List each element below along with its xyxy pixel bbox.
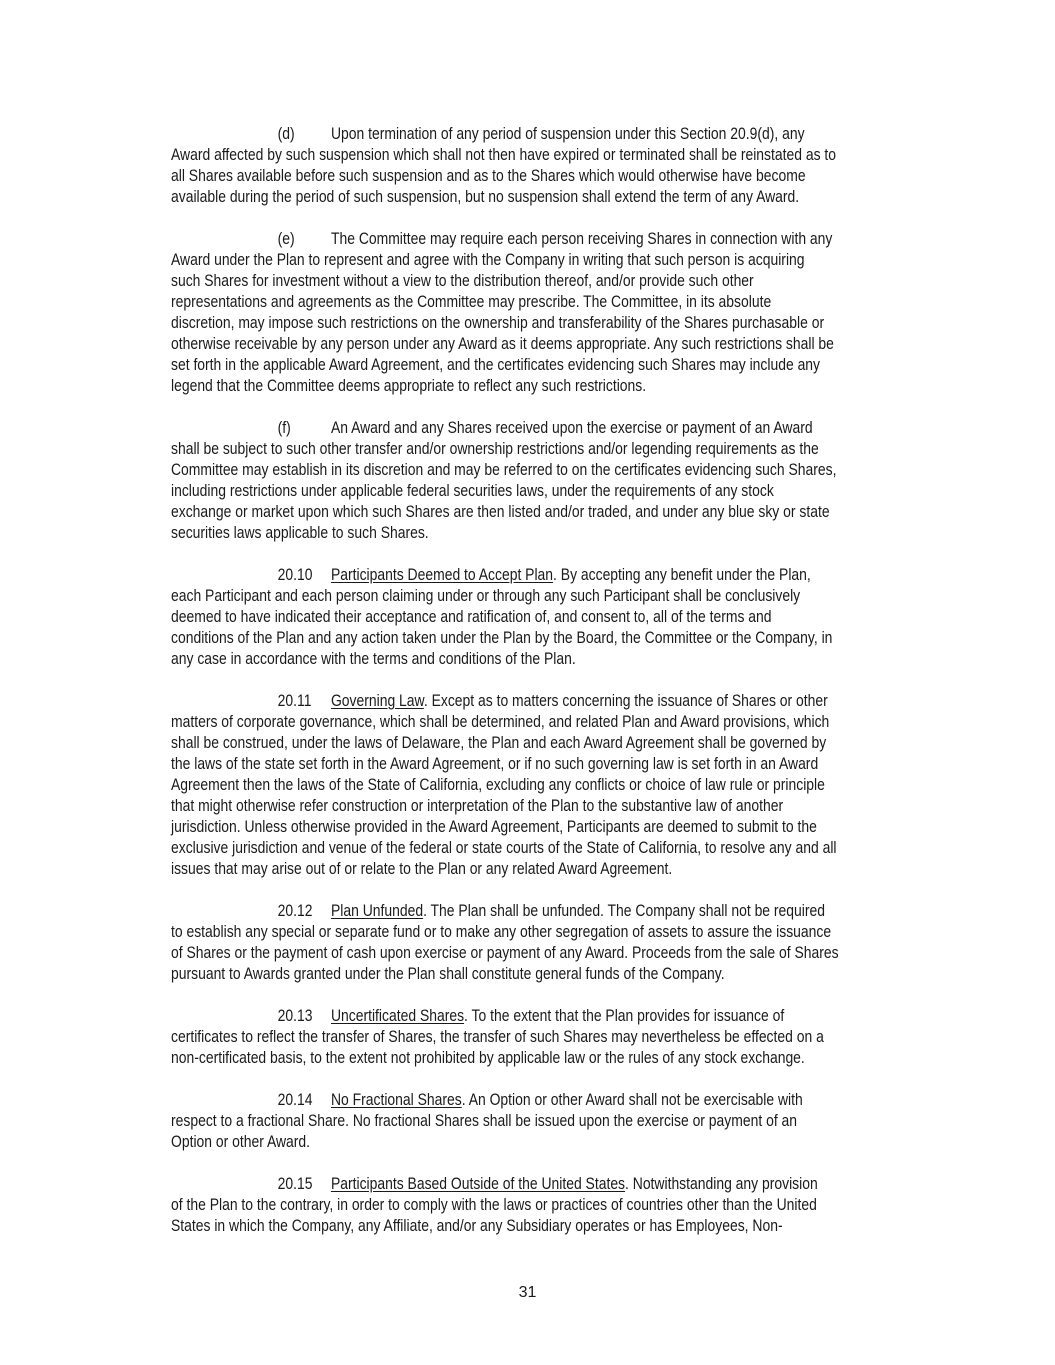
line-text: otherwise receivable by any person under any Award as it deems appropriate. Any such restrictions shall be <box>171 335 834 353</box>
section-paragraph <box>171 418 933 544</box>
paragraph-line <box>171 817 933 838</box>
line-text: non-certificated basis, to the extent not prohibited by applicable law or the rules of any stock exchange. <box>171 1049 805 1067</box>
line-text: exchange or market upon which such Shares are then listed and/or traded, and under any blue sky or state <box>171 503 830 521</box>
section-heading: Uncertificated Shares <box>330 1007 465 1025</box>
section-number: 20.14 <box>277 1091 313 1109</box>
section-number: 20.15 <box>277 1175 313 1193</box>
page-number: 31 <box>518 1284 537 1301</box>
line-text: Agreement then the laws of the State of California, excluding any conflicts or choice of law rule or principle <box>171 776 825 794</box>
paragraph-line <box>171 586 933 607</box>
paragraph-line <box>171 1048 933 1069</box>
paragraph-line <box>171 754 933 775</box>
paragraph-first-line <box>171 565 1040 586</box>
line-text: Committee may establish in its discretion and may be referred to on the certificates evidencing such Shares, <box>171 461 837 479</box>
line-text: including restrictions under applicable federal securities laws, under the requirements of any stock <box>171 482 774 500</box>
paragraph-first-line <box>171 901 1040 922</box>
paragraph-line <box>171 502 933 523</box>
section-paragraph <box>171 1090 933 1153</box>
paragraph-line <box>171 313 933 334</box>
paragraph-first-line <box>171 229 1040 250</box>
paragraph-line <box>171 607 933 628</box>
line-text: Option or other Award. <box>171 1133 311 1151</box>
section-paragraph <box>171 901 933 985</box>
line-text: issues that may arise out of or relate to the Plan or any related Award Agreement. <box>171 860 673 878</box>
line-text: securities laws applicable to such Shares. <box>171 524 429 542</box>
line-text: of Shares or the payment of cash upon exercise or payment of any Award. Proceeds from the sale of Shares <box>171 944 839 962</box>
section-heading: Plan Unfunded <box>330 902 424 920</box>
section-heading: Participants Based Outside of the United States <box>330 1175 626 1193</box>
paragraph-line <box>171 250 933 271</box>
line-text: Upon termination of any period of suspension under this Section 20.9(d), any <box>330 125 805 143</box>
paragraph-line <box>171 481 933 502</box>
section-number: 20.12 <box>277 902 313 920</box>
section-paragraph <box>171 565 933 670</box>
section-number: (f) <box>277 419 291 437</box>
section-number: (d) <box>277 125 295 143</box>
line-text: . To the extent that the Plan provides for issuance of <box>464 1007 785 1025</box>
paragraph-line <box>171 964 933 985</box>
line-text: conditions of the Plan and any action taken under the Plan by the Board, the Committee or the Company, in <box>171 629 833 647</box>
line-text: discretion, may impose such restrictions on the ownership and transferability of the Shares purchasable or <box>171 314 825 332</box>
section-paragraph <box>171 1174 933 1237</box>
line-text: that might otherwise refer construction or interpretation of the Plan to the substantive law of another <box>171 797 784 815</box>
paragraph-line <box>171 1132 933 1153</box>
line-text: shall be subject to such other transfer and/or ownership restrictions and/or legending requirements as the <box>171 440 819 458</box>
paragraph-line <box>171 859 933 880</box>
paragraph-line <box>171 166 933 187</box>
section-heading: Participants Deemed to Accept Plan <box>330 566 554 584</box>
paragraph-line <box>171 187 933 208</box>
line-text: jurisdiction. Unless otherwise provided in the Award Agreement, Participants are deemed to submit to the <box>171 818 817 836</box>
paragraph-line <box>171 733 933 754</box>
line-text: . Notwithstanding any provision <box>625 1175 818 1193</box>
paragraph-line <box>171 439 933 460</box>
paragraph-line <box>171 943 933 964</box>
section-paragraph <box>171 124 933 208</box>
section-heading: No Fractional Shares <box>330 1091 462 1109</box>
line-text: States in which the Company, any Affiliate, and/or any Subsidiary operates or has Employees, Non- <box>171 1217 783 1235</box>
paragraph-line <box>171 292 933 313</box>
line-text: Award under the Plan to represent and agree with the Company in writing that such person is acquiring <box>171 251 805 269</box>
paragraph-line <box>171 796 933 817</box>
paragraph-line <box>171 1216 933 1237</box>
paragraph-line <box>171 775 933 796</box>
section-heading: Governing Law <box>330 692 424 710</box>
section-number: 20.11 <box>277 692 312 710</box>
line-text: . Except as to matters concerning the issuance of Shares or other <box>423 692 828 710</box>
line-text: legend that the Committee deems appropriate to reflect any such restrictions. <box>171 377 647 395</box>
paragraph-line <box>171 523 933 544</box>
line-text: the laws of the state set forth in the Award Agreement, or if no such governing law is set forth in an Award <box>171 755 819 773</box>
line-text: Award affected by such suspension which shall not then have expired or terminated shall be reinstated as to <box>171 146 837 164</box>
line-text: such Shares for investment without a view to the distribution thereof, and/or provide such other <box>171 272 754 290</box>
paragraph-line <box>171 1027 933 1048</box>
line-text: matters of corporate governance, which shall be determined, and related Plan and Award provisions, which <box>171 713 830 731</box>
line-text: set forth in the applicable Award Agreement, and the certificates evidencing such Shares may include any <box>171 356 821 374</box>
line-text: . By accepting any benefit under the Plan, <box>553 566 811 584</box>
section-paragraph <box>171 229 933 397</box>
line-text: An Award and any Shares received upon the exercise or payment of an Award <box>330 419 813 437</box>
line-text: shall be construed, under the laws of Delaware, the Plan and each Award Agreement shall be governed by <box>171 734 827 752</box>
line-text: pursuant to Awards granted under the Plan shall constitute general funds of the Company. <box>171 965 725 983</box>
line-text: all Shares available before such suspension and as to the Shares which would otherwise have become <box>171 167 806 185</box>
paragraph-first-line <box>171 418 1040 439</box>
line-text: to establish any special or separate fund or to make any other segregation of assets to assure the issuance <box>171 923 832 941</box>
paragraph-line <box>171 649 933 670</box>
paragraph-line <box>171 1111 933 1132</box>
paragraph-line <box>171 922 933 943</box>
line-text: deemed to have indicated their acceptance and ratification of, and consent to, all of the terms and <box>171 608 772 626</box>
paragraph-line <box>171 1195 933 1216</box>
line-text: The Committee may require each person receiving Shares in connection with any <box>330 230 833 248</box>
section-paragraph <box>171 691 933 880</box>
section-paragraph <box>171 1006 933 1069</box>
line-text: any case in accordance with the terms and conditions of the Plan. <box>171 650 576 668</box>
section-number: 20.10 <box>277 566 313 584</box>
line-text: respect to a fractional Share. No fractional Shares shall be issued upon the exercise or payment of an <box>171 1112 798 1130</box>
line-text: . The Plan shall be unfunded. The Company shall not be required <box>423 902 826 920</box>
line-text: representations and agreements as the Committee may prescribe. The Committee, in its absolute <box>171 293 772 311</box>
paragraph-first-line <box>171 1090 1040 1111</box>
paragraph-line <box>171 460 933 481</box>
paragraph-line <box>171 271 933 292</box>
paragraph-line <box>171 376 933 397</box>
paragraph-line <box>171 712 933 733</box>
paragraph-first-line <box>171 1006 1040 1027</box>
paragraph-line <box>171 355 933 376</box>
paragraph-line <box>171 334 933 355</box>
paragraph-first-line <box>171 1174 1040 1195</box>
line-text: available during the period of such suspension, but no suspension shall extend the term of any Award. <box>171 188 800 206</box>
paragraph-first-line <box>171 691 1040 712</box>
paragraph-first-line <box>171 124 1040 145</box>
line-text: each Participant and each person claiming under or through any such Participant shall be conclusively <box>171 587 801 605</box>
paragraph-line <box>171 628 933 649</box>
section-number: 20.13 <box>277 1007 313 1025</box>
paragraph-line <box>171 838 933 859</box>
section-number: (e) <box>277 230 295 248</box>
line-text: exclusive jurisdiction and venue of the federal or state courts of the State of California, to resolve any and all <box>171 839 837 857</box>
line-text: certificates to reflect the transfer of Shares, the transfer of such Shares may nevertheless be effected on a <box>171 1028 824 1046</box>
line-text: . An Option or other Award shall not be exercisable with <box>461 1091 803 1109</box>
line-text: of the Plan to the contrary, in order to comply with the laws or practices of countries other than the United <box>171 1196 817 1214</box>
paragraph-line <box>171 145 933 166</box>
